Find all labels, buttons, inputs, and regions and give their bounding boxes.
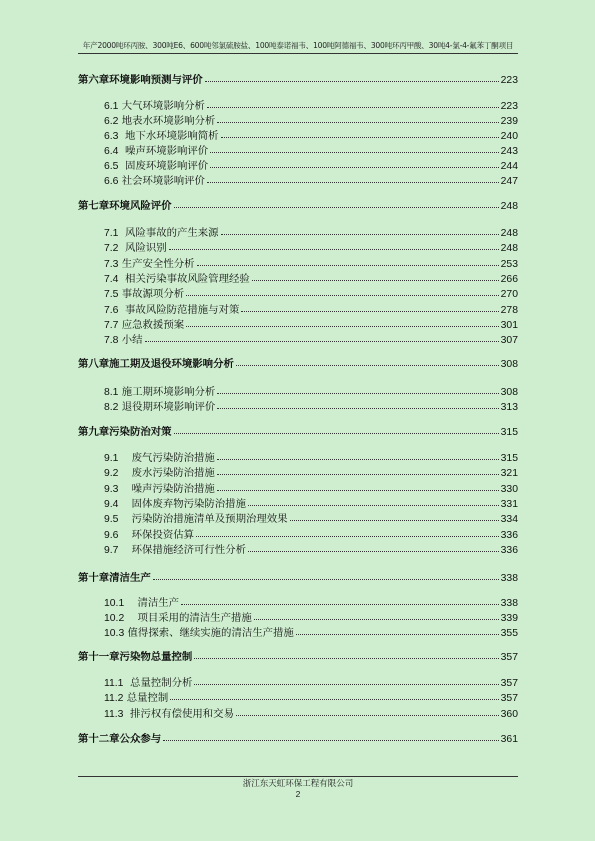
toc-entry-title: 废气污染防治措施 <box>118 452 215 464</box>
dot-leader <box>221 226 499 235</box>
toc-entry-page: 248 <box>500 201 518 212</box>
dot-leader <box>170 691 498 700</box>
toc-entry-number: 6.3 <box>104 131 119 142</box>
toc-entry-number: 7.5 <box>104 289 119 300</box>
toc-section-entry[interactable] <box>78 172 518 187</box>
toc-chapter-entry[interactable] <box>78 197 518 212</box>
toc-section-entry[interactable] <box>78 142 518 157</box>
dot-leader <box>153 571 499 580</box>
toc-chapter-entry[interactable] <box>78 569 518 584</box>
toc-entry-number: 9.7 <box>104 545 119 556</box>
dot-leader <box>217 451 499 460</box>
dot-leader <box>186 287 499 296</box>
toc-entry-page: 360 <box>500 709 518 720</box>
toc-section-entry[interactable] <box>78 301 518 316</box>
toc-entry-page: 339 <box>500 613 518 624</box>
toc-section-entry[interactable] <box>78 609 518 624</box>
toc-entry-number: 8.1 <box>104 387 119 398</box>
toc-entry-page: 338 <box>500 598 518 609</box>
dot-leader <box>145 333 499 342</box>
toc-entry-title: 相关污染事故风险管理经验 <box>118 273 250 285</box>
dot-leader <box>217 114 498 123</box>
dot-leader <box>186 318 499 327</box>
toc-section-entry[interactable] <box>78 383 518 398</box>
toc-entry-title: 地下水环境影响简析 <box>118 130 219 142</box>
toc-section-entry[interactable] <box>78 157 518 172</box>
toc-entry-number: 9.5 <box>104 514 119 525</box>
toc-entry-title: 施工期环境影响分析 <box>118 386 216 398</box>
dot-leader <box>217 482 499 491</box>
toc-entry-page: 330 <box>500 484 518 495</box>
toc-entry-title: 清洁生产 <box>124 597 180 609</box>
toc-entry-title: 风险事故的产生来源 <box>118 227 219 239</box>
toc-chapter-entry[interactable] <box>78 730 518 745</box>
toc-entry-page: 244 <box>500 161 518 172</box>
toc-entry-title: 固废环境影响评价 <box>118 160 209 172</box>
toc-chapter-entry[interactable] <box>78 71 518 86</box>
toc-entry-page: 223 <box>500 101 518 112</box>
toc-entry-title: 总量控制 <box>123 692 169 704</box>
toc-entry-title: 社会环境影响评价 <box>118 175 205 187</box>
dot-leader <box>205 73 499 82</box>
toc-chapter-entry[interactable] <box>78 648 518 663</box>
toc-entry-page: 248 <box>500 228 518 239</box>
toc-entry-page: 253 <box>500 259 518 270</box>
toc-entry-number: 9.6 <box>104 530 119 541</box>
toc-entry-number: 6.4 <box>104 146 119 157</box>
toc-section-entry[interactable] <box>78 398 518 413</box>
dot-leader <box>174 199 499 208</box>
toc-entry-page: 270 <box>500 289 518 300</box>
dot-leader <box>169 241 499 250</box>
toc-entry-title: 大气环境影响分析 <box>118 100 205 112</box>
toc-entry-page: 247 <box>500 176 518 187</box>
toc-entry-page: 338 <box>500 573 518 584</box>
toc-entry-number: 8.2 <box>104 402 119 413</box>
toc-entry-page: 307 <box>500 335 518 346</box>
dot-leader <box>296 626 499 635</box>
toc-entry-page: 239 <box>500 116 518 127</box>
toc-section-entry[interactable] <box>78 97 518 112</box>
page-number: 2 <box>295 789 301 799</box>
dot-leader <box>254 611 499 620</box>
toc-entry-page: 278 <box>500 305 518 316</box>
dot-leader <box>194 650 498 659</box>
toc-entry-page: 357 <box>500 693 518 704</box>
toc-entry-number: 7.8 <box>104 335 119 346</box>
dot-leader <box>174 425 499 434</box>
toc-entry-title: 第十章清洁生产 <box>78 572 151 584</box>
toc-entry-title: 第十二章公众参与 <box>78 733 162 745</box>
toc-entry-number: 6.2 <box>104 116 119 127</box>
toc-entry-title: 退役期环境影响评价 <box>118 401 216 413</box>
toc-entry-page: 336 <box>500 545 518 556</box>
toc-entry-page: 248 <box>500 243 518 254</box>
toc-entry-title: 生产安全性分析 <box>118 258 195 270</box>
dot-leader <box>217 466 499 475</box>
toc-entry-number: 7.7 <box>104 320 119 331</box>
dot-leader <box>290 512 499 521</box>
toc-entry-number: 11.3 <box>104 709 124 720</box>
toc-entry-number: 6.5 <box>104 161 119 172</box>
toc-section-entry[interactable] <box>78 526 518 541</box>
toc-section-entry[interactable] <box>78 239 518 254</box>
toc-entry-page: 315 <box>500 453 518 464</box>
dot-leader <box>196 528 499 537</box>
toc-entry-page: 331 <box>500 499 518 510</box>
toc-section-entry[interactable] <box>78 594 518 609</box>
dot-leader <box>207 174 499 183</box>
toc-entry-page: 357 <box>500 678 518 689</box>
toc-entry-title: 事故源项分析 <box>118 288 185 300</box>
toc-section-entry[interactable] <box>78 495 518 510</box>
toc-section-entry[interactable] <box>78 285 518 300</box>
toc-entry-number: 11.1 <box>104 678 124 689</box>
toc-entry-title: 污染防治措施清单及预期治理效果 <box>118 513 288 525</box>
dot-leader <box>241 303 498 312</box>
toc-entry-title: 第九章污染防治对策 <box>78 426 172 438</box>
toc-entry-title: 小结 <box>118 334 143 346</box>
toc-entry-title: 环保投资估算 <box>118 529 195 541</box>
dot-leader <box>210 144 498 153</box>
toc-chapter-entry[interactable] <box>78 423 518 438</box>
toc-entry-title: 环保措施经济可行性分析 <box>118 544 246 556</box>
toc-entry-number: 9.1 <box>104 453 119 464</box>
dot-leader <box>197 257 499 266</box>
dot-leader <box>236 707 499 716</box>
dot-leader <box>252 272 499 281</box>
toc-entry-number: 6.1 <box>104 101 119 112</box>
toc-entry-page: 301 <box>500 320 518 331</box>
header-divider <box>78 53 518 54</box>
dot-leader <box>236 357 499 366</box>
toc-entry-page: 308 <box>500 359 518 370</box>
toc-entry-page: 313 <box>500 402 518 413</box>
toc-entry-title: 风险识别 <box>118 242 167 254</box>
toc-entry-page: 336 <box>500 530 518 541</box>
toc-section-entry[interactable] <box>78 674 518 689</box>
toc-section-entry[interactable] <box>78 541 518 556</box>
toc-section-entry[interactable] <box>78 270 518 285</box>
dot-leader <box>207 99 499 108</box>
toc-section-entry[interactable] <box>78 112 518 127</box>
toc-section-entry[interactable] <box>78 449 518 464</box>
toc-entry-title: 值得探索、继续实施的清洁生产措施 <box>124 627 294 639</box>
toc-section-entry[interactable] <box>78 689 518 704</box>
dot-leader <box>217 385 498 394</box>
toc-entry-title: 总量控制分析 <box>123 677 193 689</box>
toc-entry-title: 项目采用的清洁生产措施 <box>124 612 252 624</box>
toc-entry-page: 334 <box>500 514 518 525</box>
toc-entry-page: 355 <box>500 628 518 639</box>
dot-leader <box>163 732 499 741</box>
toc-entry-title: 应急救援预案 <box>118 319 185 331</box>
toc-entry-number: 10.3 <box>104 628 125 639</box>
toc-entry-number: 7.6 <box>104 305 119 316</box>
toc-entry-title: 第七章环境风险评价 <box>78 200 172 212</box>
toc-entry-number: 7.4 <box>104 274 119 285</box>
toc-entry-title: 第八章施工期及退役环境影响分析 <box>78 358 234 370</box>
toc-entry-page: 315 <box>500 427 518 438</box>
toc-entry-title: 第十一章污染物总量控制 <box>78 651 193 663</box>
dot-leader <box>217 400 498 409</box>
toc-entry-page: 223 <box>500 75 518 86</box>
toc-entry-page: 240 <box>500 131 518 142</box>
dot-leader <box>194 676 498 685</box>
toc-entry-page: 266 <box>500 274 518 285</box>
toc-section-entry[interactable] <box>78 480 518 495</box>
dot-leader <box>248 543 499 552</box>
toc-section-entry[interactable] <box>78 316 518 331</box>
dot-leader <box>210 159 498 168</box>
toc-entry-title: 第六章环境影响预测与评价 <box>78 74 203 86</box>
toc-entry-page: 357 <box>500 652 518 663</box>
running-header: 年产2000吨环丙胺、300吨E6、600吨邻氯硫胺盐、100吨泰诺福韦、100吨阿德福韦、300吨环丙甲酸、30吨4-氯-4-氟苯丁酮项目 <box>82 41 514 50</box>
toc-entry-page: 243 <box>500 146 518 157</box>
toc-section-entry[interactable] <box>78 127 518 142</box>
toc-entry-number: 6.6 <box>104 176 119 187</box>
toc-entry-page: 321 <box>500 468 518 479</box>
toc-entry-number: 11.2 <box>104 693 124 704</box>
toc-entry-title: 地表水环境影响分析 <box>118 115 216 127</box>
toc-section-entry[interactable] <box>78 331 518 346</box>
toc-entry-number: 7.2 <box>104 243 119 254</box>
toc-entry-title: 噪声污染防治措施 <box>118 483 215 495</box>
toc-entry-number: 7.1 <box>104 228 119 239</box>
toc-entry-number: 10.2 <box>104 613 125 624</box>
toc-section-entry[interactable] <box>78 224 518 239</box>
toc-section-entry[interactable] <box>78 705 518 720</box>
toc-entry-title: 噪声环境影响评价 <box>118 145 209 157</box>
toc-entry-title: 排污权有偿使用和交易 <box>123 708 234 720</box>
toc-entry-number: 10.1 <box>104 598 125 609</box>
dot-leader <box>181 596 499 605</box>
footer-company: 浙江东天虹环保工程有限公司 <box>242 779 354 789</box>
toc-section-entry[interactable] <box>78 624 518 639</box>
toc-section-entry[interactable] <box>78 464 518 479</box>
toc-entry-page: 361 <box>500 734 518 745</box>
toc-chapter-entry[interactable] <box>78 355 518 370</box>
toc-entry-number: 9.3 <box>104 484 119 495</box>
toc-entry-number: 9.4 <box>104 499 119 510</box>
toc-section-entry[interactable] <box>78 510 518 525</box>
toc-entry-number: 9.2 <box>104 468 119 479</box>
dot-leader <box>221 129 499 138</box>
toc-entry-number: 7.3 <box>104 259 119 270</box>
toc-section-entry[interactable] <box>78 255 518 270</box>
toc-entry-page: 308 <box>500 387 518 398</box>
toc-entry-title: 事故风险防范措施与对策 <box>118 304 240 316</box>
toc-entry-title: 废水污染防治措施 <box>118 467 215 479</box>
dot-leader <box>248 497 499 506</box>
toc-entry-title: 固体废弃物污染防治措施 <box>118 498 246 510</box>
